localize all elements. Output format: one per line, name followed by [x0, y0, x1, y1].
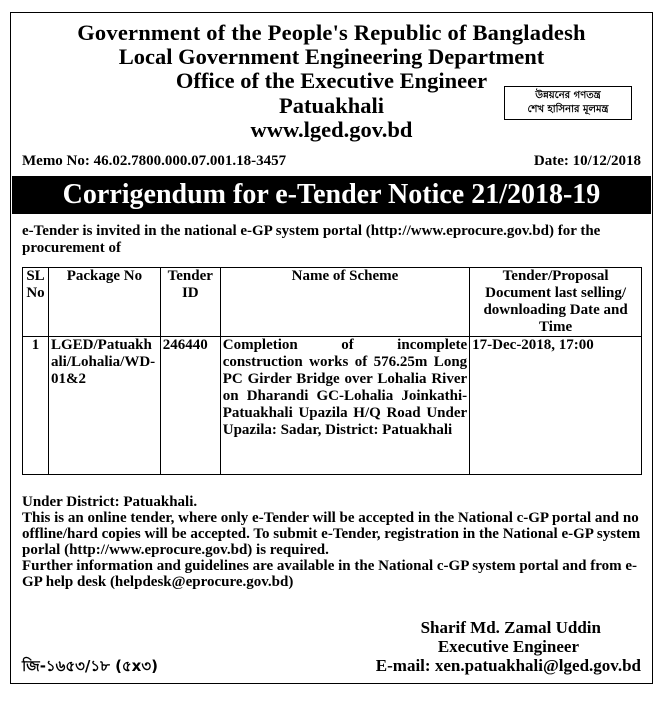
- signatory-email: E-mail: xen.patuakhali@lged.gov.bd: [375, 656, 641, 675]
- ad-code: জি-১৬৫৩/১৮ (৫x৩): [22, 657, 158, 675]
- header-website: www.lged.gov.bd: [250, 117, 413, 142]
- col-scheme: Name of Scheme: [220, 268, 469, 337]
- col-tender-id: Tender ID: [160, 268, 220, 337]
- header-line-2: Local Government Engineering Department: [118, 44, 545, 69]
- footer-online-tender: This is an online tender, where only e-Tender will be accepted in the National c-GP portal and no offline/hard copies will be accepted. To submit e-Tender, registration in the National e-GP system porlal (http://www.eprocure.gov.bd) is required.: [22, 510, 641, 558]
- notice-date: Date: 10/12/2018: [533, 153, 641, 169]
- header-line-1: Government of the People's Republic of Bangladesh: [77, 20, 586, 45]
- footer-text: [22, 494, 642, 590]
- header-line-3: Office of the Executive Engineer: [175, 68, 488, 93]
- memo-number: Memo No: 46.02.7800.000.07.001.18-3457: [22, 153, 287, 169]
- table-row: [23, 337, 642, 475]
- cell-scheme: Completion of incomplete construction works of 576.25m Long PC Girder Bridge over Lohalia River on Dharandi GC-Lohalia Joinkathi-Patuakhali Upazila H/Q Road Under Upazila: Sadar, District: Patuakhali: [220, 337, 469, 475]
- header-line-4: Patuakhali: [278, 93, 385, 118]
- signatory-name: Sharif Md. Zamal Uddin: [420, 618, 601, 637]
- cell-sl: 1: [23, 337, 49, 475]
- tender-table: [22, 267, 642, 475]
- slogan-box: [504, 86, 632, 120]
- footer-district: Under District: Patuakhali.: [22, 494, 198, 510]
- slogan-line-2: শেখ হাসিনার মূলমন্ত্র: [527, 104, 609, 115]
- col-datetime: Tender/Proposal Document last selling/ downloading Date and Time: [470, 268, 642, 337]
- cell-datetime: 17-Dec-2018, 17:00: [470, 337, 642, 475]
- signatory-title: Executive Engineer: [437, 637, 579, 656]
- slogan-line-1: উন্নয়নের গণতন্ত্র: [535, 90, 601, 101]
- table-header-row: [23, 268, 642, 337]
- col-package: Package No: [48, 268, 160, 337]
- corrigendum-banner: Corrigendum for e-Tender Notice 21/2018-19: [12, 176, 651, 214]
- col-sl: SL No: [23, 268, 49, 337]
- footer-further-info: Further information and guidelines are available in the National c-GP system portal and from e-GP help desk (helpdesk@eprocure.gov.bd): [22, 558, 637, 590]
- cell-package: LGED/Patuakhali/Lohalia/WD-01&2: [48, 337, 160, 475]
- cell-tender-id: 246440: [160, 337, 220, 475]
- intro-text: e-Tender is invited in the national e-GP system portal (http://www.eprocure.gov.bd) for the procurement of: [22, 223, 601, 256]
